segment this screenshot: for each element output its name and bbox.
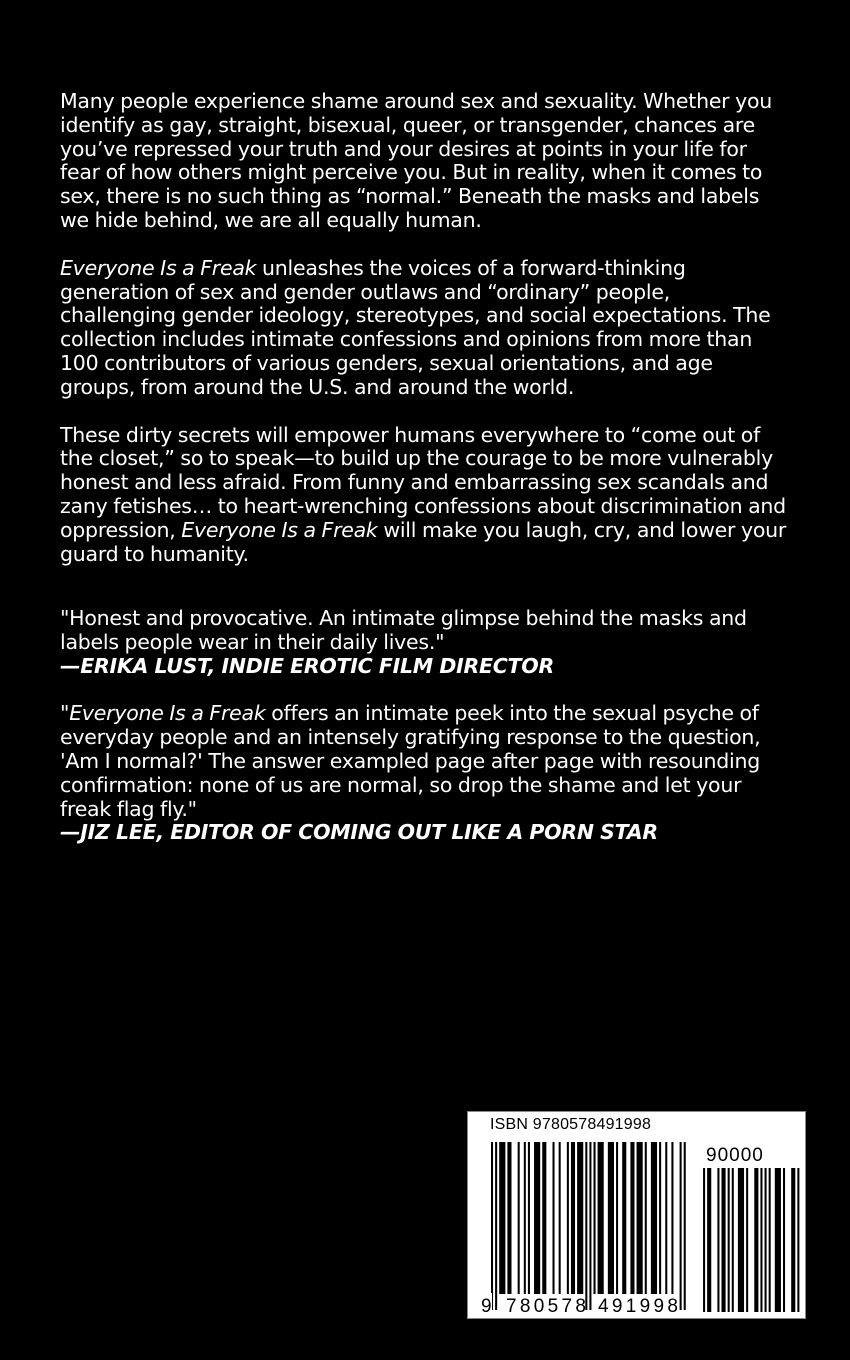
addon-bar — [707, 1168, 711, 1312]
blurb-paragraph-2-text: unleashes the voices of a forward-thinking generation of sex and gender outlaws and “ordinary” people, challenging gender ideology, stereotypes, and social expectations. The collection includes intimate confessions and opinions from more than 100 contributors of various genders, sexual orientations, and age groups, from around the U.S. and around the world. — [60, 255, 771, 399]
addon-bar — [717, 1168, 719, 1312]
endorsement-1-attribution: —ERIKA LUST, INDIE EROTIC FILM DIRECTOR — [60, 653, 555, 678]
barcode-bar — [553, 1142, 555, 1294]
barcode-bar — [589, 1142, 591, 1310]
addon-bar — [775, 1168, 781, 1312]
endorsement-2-open-quote: " — [60, 701, 70, 726]
barcode-bar — [622, 1142, 626, 1294]
endorsement-2-attribution: —JIZ LEE, EDITOR OF COMING OUT LIKE A PORN STAR — [60, 820, 658, 845]
addon-bar — [703, 1168, 705, 1312]
blurb-paragraph-3-start: These dirty secrets will empower humans everywhere to “come out of the closet,” so to speak—to build up the courage to be more vulnerably honest and less afraid. From funny and embarrassing sex scandals and zany fetishes… to heart-wrenching confessions about discrimination and oppression, — [60, 422, 786, 542]
barcode-bar — [665, 1142, 667, 1294]
barcode-bar — [518, 1142, 520, 1294]
addon-bar — [728, 1168, 730, 1312]
barcode-bar — [495, 1142, 497, 1310]
addon-bar — [791, 1168, 795, 1312]
addon-code: 90000 — [706, 1145, 764, 1166]
book-title-italic: Everyone Is a Freak — [181, 517, 378, 542]
blurb-paragraph-3-end: will make you laugh, cry, and lower your guard to humanity. — [60, 517, 787, 566]
barcode-bar — [577, 1142, 583, 1294]
barcode-first-digit: 9 — [481, 1296, 492, 1317]
barcode-bar — [630, 1142, 634, 1294]
blurb-paragraph-1-text: Many people experience shame around sex and sexuality. Whether you identify as gay, straight, bisexual, queer, or transgender, chances are you’ve repressed your truth and your desires at points in your life for fear of how others might perceive you. But in reality, when it comes to sex, there is no such thing as “normal.” Beneath the masks and labels we hide behind, we are all equally human. — [60, 89, 773, 232]
barcode-bar — [684, 1142, 686, 1310]
endorsement-1-text: "Honest and provocative. An intimate glimpse behind the masks and labels people wear in their daily lives." — [60, 606, 747, 654]
addon-bar — [754, 1168, 758, 1312]
barcode-bar — [585, 1142, 587, 1310]
barcode-bar — [637, 1142, 643, 1294]
barcode-bar — [598, 1142, 604, 1294]
back-cover-blurb — [60, 90, 790, 566]
barcode-bar — [542, 1142, 546, 1294]
barcode-bar — [651, 1142, 657, 1294]
isbn-barcode — [467, 1111, 806, 1319]
addon-bar — [769, 1168, 771, 1312]
barcode-bar — [567, 1142, 569, 1294]
addon-bar — [797, 1168, 799, 1312]
addon-bar — [760, 1168, 762, 1312]
barcode-bar — [491, 1142, 493, 1310]
endorsement-2-text: offers an intimate peek into the sexual psyche of everyday people and an intensely gratifying response to the question, 'Am I normal?' The answer exampled page after page with resounding confirmation: none of us are normal, so drop the shame and let your freak flag fly." — [60, 701, 761, 821]
endorsements — [60, 607, 790, 869]
barcode-bar — [524, 1142, 526, 1294]
blurb-paragraph-3 — [60, 424, 790, 567]
book-title-italic: Everyone Is a Freak — [60, 255, 257, 280]
blurb-paragraph-1 — [60, 90, 790, 233]
barcode-bar — [528, 1142, 530, 1294]
barcode-bar — [659, 1142, 661, 1294]
barcode-bar — [680, 1142, 682, 1310]
barcode-bar — [616, 1142, 618, 1294]
blurb-paragraph-2 — [60, 257, 790, 400]
barcode-bar — [499, 1142, 505, 1294]
barcode-left-digits: 780578 — [506, 1296, 586, 1317]
addon-bar — [765, 1168, 767, 1312]
endorsement-2 — [60, 702, 790, 845]
barcode-bar — [594, 1142, 596, 1294]
barcode-bar — [507, 1142, 511, 1294]
endorsement-1 — [60, 607, 790, 678]
barcode-bar — [608, 1142, 614, 1294]
addon-bar — [722, 1168, 726, 1312]
addon-bar — [738, 1168, 744, 1312]
barcode-bars — [468, 1112, 807, 1320]
barcode-bar — [559, 1142, 561, 1294]
addon-bar — [746, 1168, 748, 1312]
barcode-right-digits: 491998 — [598, 1296, 678, 1317]
barcode-bar — [534, 1142, 540, 1294]
addon-bar — [783, 1168, 785, 1312]
isbn-label: ISBN 9780578491998 — [490, 1116, 652, 1133]
addon-bar — [732, 1168, 734, 1312]
barcode-bar — [571, 1142, 575, 1294]
barcode-bar — [645, 1142, 647, 1294]
book-title-italic: Everyone Is a Freak — [69, 701, 266, 726]
barcode-bar — [671, 1142, 673, 1294]
